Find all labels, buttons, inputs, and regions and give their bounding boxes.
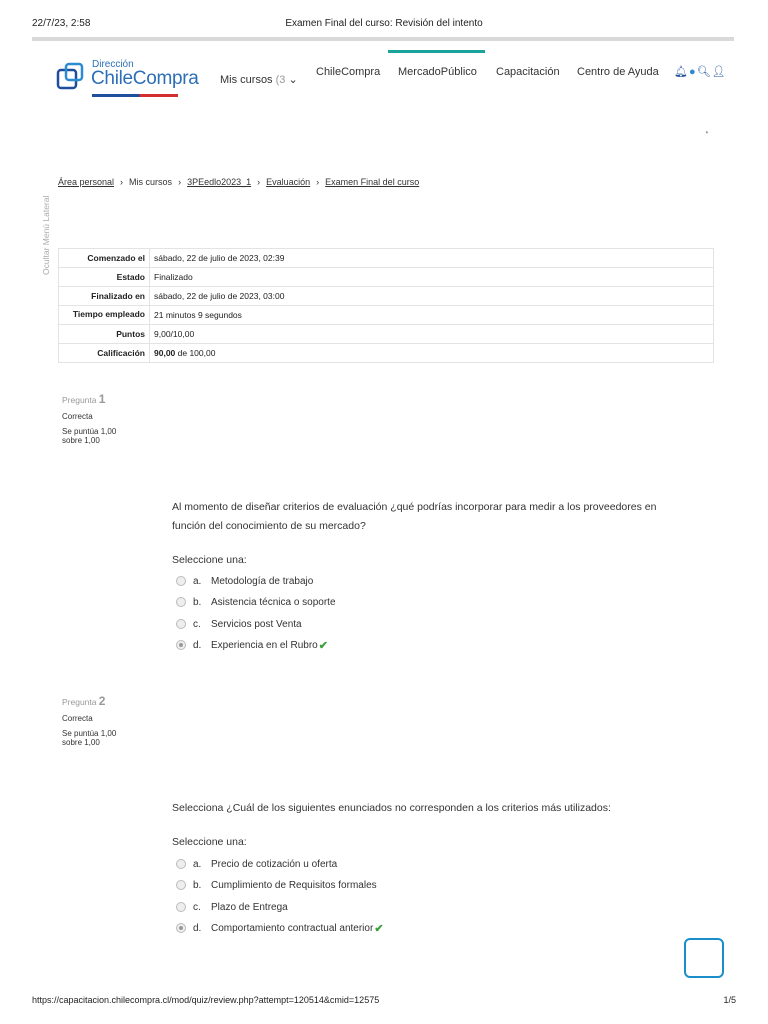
nav-capacitacion[interactable]: Capacitación [496,66,560,78]
logo-line1: Dirección [92,59,134,70]
breadcrumb-separator-icon: › [178,177,182,187]
mis-cursos-label: Mis cursos [220,74,273,86]
radio-button-selected[interactable] [176,640,186,650]
summary-label: Estado [59,268,150,287]
breadcrumb-separator-icon: › [257,177,261,187]
breadcrumb-course[interactable]: 3PEedlo2023_1 [187,177,252,187]
question-score-line1: Se puntúa 1,00 [62,729,117,738]
grade-total: de 100,00 [175,348,216,358]
footer-url: https://capacitacion.chilecompra.cl/mod/quiz/review.php?attempt=120514&cmid=12575 [32,995,380,1005]
summary-label: Calificación [59,344,150,363]
grade-value: 90,00 [154,348,176,358]
nav-centro-de-ayuda[interactable]: Centro de Ayuda [577,66,659,78]
option-text: Asistencia técnica o soporte [211,596,336,608]
option-letter: c. [193,901,201,913]
nav-mercadopublico[interactable]: MercadoPúblico [398,66,477,78]
question-text-1: Al momento de diseñar criterios de evaluación ¿qué podrías incorporar para medir a los proveedores en función del conocimiento de su mercado? [172,501,657,532]
summary-value: Finalizado [150,268,714,287]
footer-page-number: 1/5 [723,995,736,1005]
option-text: Comportamiento contractual anterior [211,922,374,934]
option-letter: a. [193,858,202,870]
summary-label: Tiempo empleado [59,306,150,325]
radio-button[interactable] [176,902,186,912]
option-text: Cumplimiento de Requisitos formales [211,879,377,891]
radio-button[interactable] [176,597,186,607]
radio-button[interactable] [176,619,186,629]
chilecompra-logo[interactable] [56,58,199,100]
q1-option-a[interactable] [176,573,313,589]
print-title: Examen Final del curso: Revisión del intento [285,18,483,29]
radio-button-selected[interactable] [176,923,186,933]
header-divider [32,37,734,41]
question-status: Correcta [62,412,93,421]
attempt-summary-table [58,248,714,363]
summary-value: sábado, 22 de julio de 2023, 02:39 [150,249,714,268]
option-text: Plazo de Entrega [211,901,288,913]
question-label: Pregunta [62,697,97,707]
summary-label: Finalizado en [59,287,150,306]
breadcrumb-examen[interactable]: Examen Final del curso [325,177,420,187]
toggle-side-menu[interactable]: Ocultar Menú Lateral [41,195,51,275]
option-text: Precio de cotización u oferta [211,858,338,870]
option-text: Metodología de trabajo [211,575,314,587]
question-number [62,392,116,406]
question-number-value: 2 [98,694,106,708]
option-letter: d. [193,922,202,934]
question-info-2 [62,694,116,753]
question-score-line1: Se puntúa 1,00 [62,427,117,436]
nav-mis-cursos[interactable] [220,73,298,86]
breadcrumb [58,177,419,187]
summary-label: Comenzado el [59,249,150,268]
question-score-line2: sobre 1,00 [62,436,100,445]
summary-value [150,344,714,363]
option-letter: d. [193,639,202,651]
summary-row [59,306,714,325]
active-nav-indicator [388,50,485,53]
user-icon[interactable]: 👤︎ [711,66,725,78]
summary-row [59,287,714,306]
bell-icon[interactable]: 🔔︎ [674,66,687,78]
logo-icon [56,60,86,94]
dashboard-icon[interactable]: ◔ [703,128,710,139]
q2-option-c[interactable] [176,899,288,915]
option-letter: a. [193,575,202,587]
summary-row [59,344,714,363]
chevron-down-icon: ⌄ [288,74,298,86]
logo-line2: ChileCompra [91,68,199,89]
radio-button[interactable] [176,880,186,890]
radio-button[interactable] [176,859,186,869]
q2-option-d[interactable] [176,920,384,936]
chat-icon[interactable]: ● [689,66,695,78]
check-icon: ✔ [318,639,328,652]
header-icons [674,65,725,78]
question-score-line2: sobre 1,00 [62,738,100,747]
breadcrumb-evaluacion[interactable]: Evaluación [266,177,311,187]
radio-button[interactable] [176,576,186,586]
question-prompt-1: Seleccione una: [172,554,247,566]
summary-row [59,325,714,344]
breadcrumb-separator-icon: › [120,177,124,187]
breadcrumb-mis-cursos: Mis cursos [129,177,173,187]
question-label: Pregunta [62,395,97,405]
summary-value: 21 minutos 9 segundos [150,306,714,325]
question-prompt-2: Seleccione una: [172,836,247,848]
option-letter: c. [193,618,201,630]
logo-flag-bar [92,94,178,97]
option-letter: b. [193,596,202,608]
q1-option-c[interactable] [176,616,302,632]
question-info-1 [62,392,116,451]
question-status: Correcta [62,714,93,723]
q2-option-b[interactable] [176,877,377,893]
q2-option-a[interactable] [176,856,337,872]
summary-label: Puntos [59,325,150,344]
option-text: Servicios post Venta [211,618,302,630]
nav-chilecompra[interactable]: ChileCompra [316,66,381,78]
summary-value: sábado, 22 de julio de 2023, 03:00 [150,287,714,306]
search-icon[interactable]: 🔍︎ [696,66,710,78]
option-text: Experiencia en el Rubro [211,639,318,651]
floating-action-button[interactable] [684,938,724,978]
q1-option-d[interactable] [176,637,328,653]
q1-option-b[interactable] [176,594,336,610]
question-number [62,694,116,708]
mis-cursos-count: (3 [275,74,286,86]
summary-row [59,268,714,287]
breadcrumb-separator-icon: › [316,177,320,187]
option-letter: b. [193,879,202,891]
check-icon: ✔ [374,922,384,935]
question-number-value: 1 [98,392,106,406]
summary-value: 9,00/10,00 [150,325,714,344]
print-date: 22/7/23, 2:58 [32,18,91,29]
print-header [0,18,768,32]
summary-row [59,249,714,268]
breadcrumb-area-personal[interactable]: Área personal [58,177,115,187]
question-text-2: Selecciona ¿Cuál de los siguientes enunciados no corresponden a los criterios más utilizados: [172,802,611,814]
